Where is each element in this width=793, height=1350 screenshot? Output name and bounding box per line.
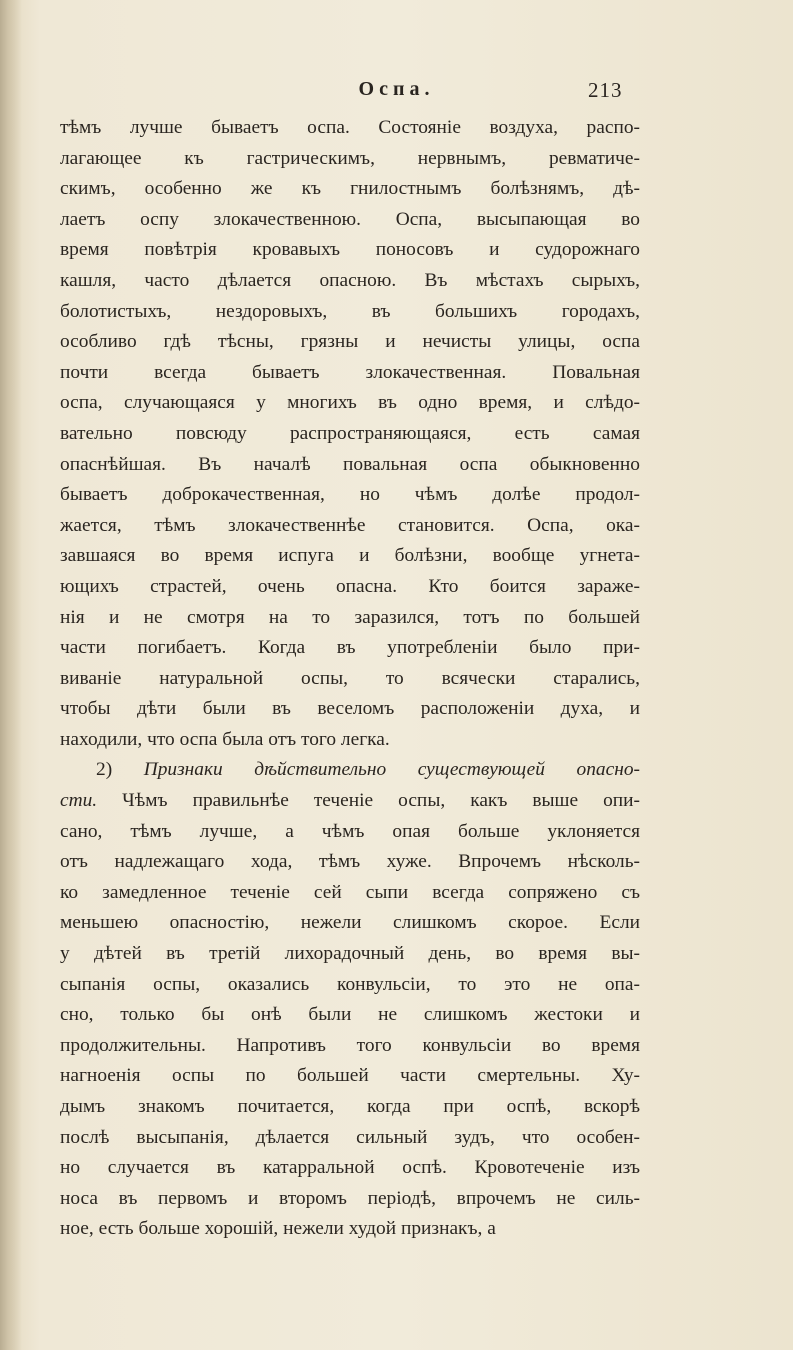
line-text: дымъ знакомъ почитается, когда при оспѣ, вскорѣ bbox=[60, 1096, 640, 1117]
text-line bbox=[60, 113, 640, 144]
line-text: части погибаетъ. Когда въ употребленіи было при- bbox=[60, 637, 640, 659]
page-header bbox=[0, 78, 793, 108]
text-line bbox=[60, 1000, 640, 1031]
line-text: жается, тѣмъ злокачественнѣе становится. Оспа, ока- bbox=[60, 514, 640, 536]
text-line bbox=[60, 694, 640, 725]
line-text: бываетъ доброкачественная, но чѣмъ долѣе продол- bbox=[60, 484, 640, 506]
body-text bbox=[60, 113, 640, 1245]
line-text: ное, есть больше хорошій, нежели худой признакъ, а bbox=[60, 1218, 496, 1240]
text-line bbox=[60, 1214, 640, 1245]
text-line bbox=[60, 1061, 640, 1092]
text-line bbox=[60, 847, 640, 878]
text-line bbox=[60, 327, 640, 358]
text-line bbox=[60, 1184, 640, 1215]
line-text: почти всегда бываетъ злокачественная. Повальная bbox=[60, 361, 640, 383]
text-line bbox=[60, 970, 640, 1001]
line-text: находили, что оспа была отъ того легка. bbox=[60, 728, 390, 750]
line-text: виваніе натуральной оспы, то всячески старались, bbox=[60, 667, 640, 689]
line-text: вательно повсюду распространяющаяся, есть самая bbox=[60, 422, 640, 444]
line-text: нагноенія оспы по большей части смертельны. Ху- bbox=[60, 1065, 640, 1087]
text-line bbox=[60, 419, 640, 450]
italic-heading-text: Признаки дѣйствительно существующей опасно- bbox=[143, 759, 640, 781]
line-text: послѣ высыпанія, дѣлается сильный зудъ, что особен- bbox=[60, 1126, 640, 1148]
text-line bbox=[60, 1153, 640, 1184]
line-text: продолжительны. Напротивъ того конвульсіи во время bbox=[60, 1034, 640, 1056]
text-line bbox=[60, 755, 640, 786]
line-text: но случается въ катарральной оспѣ. Кровотеченіе изъ bbox=[60, 1157, 640, 1179]
text-line bbox=[60, 664, 640, 695]
section-number: 2) bbox=[96, 759, 144, 781]
text-line bbox=[60, 511, 640, 542]
line-text: завшаяся во время испуга и болѣзни, вообще угнета- bbox=[60, 545, 640, 567]
text-line bbox=[60, 817, 640, 848]
text-line bbox=[60, 235, 640, 266]
line-text: ющихъ страстей, очень опасна. Кто боится зараже- bbox=[60, 575, 640, 597]
line-text: лагающее къ гастрическимъ, нервнымъ, ревматиче- bbox=[60, 147, 640, 169]
line-text: болотистыхъ, нездоровыхъ, въ большихъ городахъ, bbox=[60, 300, 640, 322]
running-title: Оспа. bbox=[358, 78, 435, 100]
line-text: Чѣмъ правильнѣе теченіе оспы, какъ выше опи- bbox=[97, 790, 640, 812]
line-text: меньшею опасностію, нежели слишкомъ скорое. Если bbox=[60, 912, 640, 934]
text-line bbox=[60, 878, 640, 909]
text-line bbox=[60, 297, 640, 328]
text-line bbox=[60, 633, 640, 664]
page-number: 213 bbox=[588, 78, 623, 102]
line-text: ко замедленное теченіе сей сыпи всегда сопряжено съ bbox=[60, 881, 640, 903]
line-text: тѣмъ лучше бываетъ оспа. Состояніе воздуха, распо- bbox=[60, 117, 640, 138]
line-text: сно, только бы онѣ были не слишкомъ жестоки и bbox=[60, 1004, 640, 1026]
text-line bbox=[60, 450, 640, 481]
text-line bbox=[60, 541, 640, 572]
line-text: носа въ первомъ и второмъ періодѣ, впрочемъ не силь- bbox=[60, 1187, 640, 1209]
line-text: сыпанія оспы, оказались конвульсіи, то это не опа- bbox=[60, 973, 640, 995]
text-line bbox=[60, 603, 640, 634]
text-line bbox=[60, 144, 640, 175]
text-line bbox=[60, 266, 640, 297]
line-text: нія и не смотря на то заразился, тотъ по большей bbox=[60, 606, 640, 628]
text-line bbox=[60, 174, 640, 205]
text-line bbox=[60, 939, 640, 970]
text-line bbox=[60, 1092, 640, 1123]
text-line bbox=[60, 725, 640, 756]
line-text: скимъ, особенно же къ гнилостнымъ болѣзнямъ, дѣ- bbox=[60, 178, 640, 200]
text-line bbox=[60, 388, 640, 419]
italic-heading-text: сти. bbox=[60, 790, 98, 812]
line-text: оспа, случающаяся у многихъ въ одно время, и слѣдо- bbox=[60, 392, 640, 414]
text-line bbox=[60, 786, 640, 817]
page-gutter-shadow bbox=[0, 0, 22, 1350]
line-text: чтобы дѣти были въ веселомъ расположеніи духа, и bbox=[60, 698, 640, 720]
text-line bbox=[60, 205, 640, 236]
line-text: кашля, часто дѣлается опасною. Въ мѣстахъ сырыхъ, bbox=[60, 269, 640, 291]
text-line bbox=[60, 480, 640, 511]
line-text: у дѣтей въ третій лихорадочный день, во время вы- bbox=[60, 943, 640, 965]
text-line bbox=[60, 572, 640, 603]
text-line bbox=[60, 908, 640, 939]
line-text: особливо гдѣ тѣсны, грязны и нечисты улицы, оспа bbox=[60, 331, 640, 353]
line-text: время повѣтрія кровавыхъ поносовъ и судорожнаго bbox=[60, 239, 640, 261]
text-line bbox=[60, 1123, 640, 1154]
line-text: сано, тѣмъ лучше, а чѣмъ опая больше уклоняется bbox=[60, 820, 640, 842]
line-text: лаетъ оспу злокачественною. Оспа, высыпающая во bbox=[60, 208, 640, 230]
text-line bbox=[60, 1031, 640, 1062]
line-text: опаснѣйшая. Въ началѣ повальная оспа обыкновенно bbox=[60, 453, 640, 475]
line-text: отъ надлежащаго хода, тѣмъ хуже. Впрочемъ нѣсколь- bbox=[60, 851, 640, 873]
text-line bbox=[60, 358, 640, 389]
